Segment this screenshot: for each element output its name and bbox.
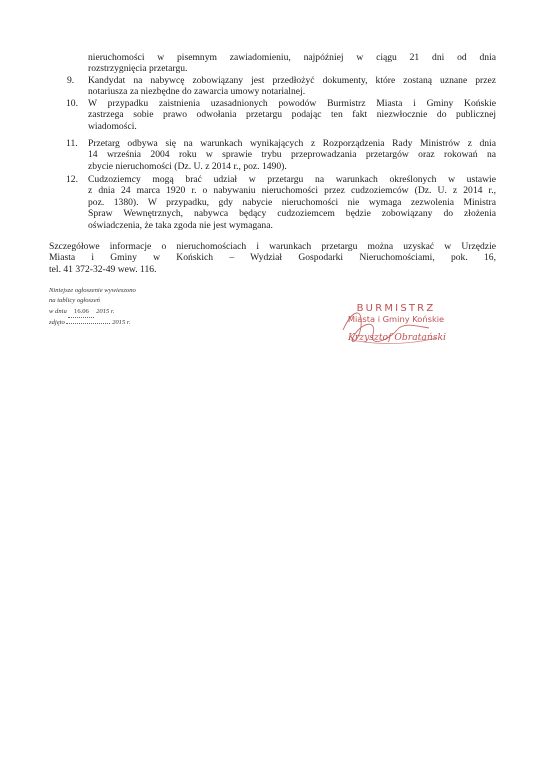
text-line: nieruchomości w pisemnym zawiadomieniu, najpóźniej w ciągu 21 dni od dnia [88,52,496,63]
text-line: oświadczenia, że taka zgoda nie jest wymagana. [88,219,273,231]
stamp-title: BURMISTRZ [356,303,436,314]
text-line: zastrzega sobie prawo odwołania przetargu podając ten fakt niezwłocznie do publicznej [88,109,496,121]
text-line: 14 września 2004 roku w sprawie trybu przeprowadzania przetargów oraz rokowań na [88,149,496,161]
list-item [88,138,496,172]
list-item-continuation [88,52,496,75]
text-line: Przetarg odbywa się na warunkach wynikających z Rozporządzenia Rady Ministrów z dnia [88,138,496,149]
list-item [88,174,496,231]
notice-posted [49,307,136,318]
stamp-name: Krzysztof Obratański [348,332,446,343]
list-number: 12. [66,174,78,185]
stamp-subtitle: Miasta i Gminy Końskie [347,314,445,324]
notice-removed-prefix: zdjęto [49,318,65,326]
notice-line: Niniejsze ogłoszenie wywieszono [49,287,136,294]
notice-posted-year: 2015 r. [96,307,115,315]
text-line: Spraw Wewnętrznych, nabywca będący cudzoziemcem będzie zobowiązany do złożenia [88,208,496,220]
notice-removed-day [66,323,110,324]
text-line: Szczegółowe informacje o nieruchomościach i warunkach przetargu można uzyskać w Urzędzie [49,241,496,252]
text-line: z dnia 24 marca 1920 r. o nabywaniu nieruchomości przez cudzoziemców (Dz. U. z 2014 r., [88,185,496,197]
closing-paragraph [49,241,496,275]
text-line: Miasta i Gminy w Końskich – Wydział Gospodarki Nieruchomościami, pok. 16, [49,252,496,264]
official-stamp [336,303,456,343]
list-item [88,75,496,98]
notice-removed-year: 2015 r. [112,318,131,326]
text-line: tel. 41 372-32-49 wew. 116. [49,263,157,275]
text-line: rozstrzygnięcia przetargu. [88,63,188,75]
text-line: zbycie nieruchomości (Dz. U. z 2014 r., poz. 1490). [88,160,287,172]
list-number: 10. [66,98,78,109]
posting-notice [49,286,136,328]
text-line: notariusza za niezbędne do zawarcia umowy notarialnej. [88,86,306,98]
text-line: W przypadku zaistnienia uzasadnionych powodów Burmistrz Miasta i Gminy Końskie [88,98,496,109]
list-item [88,98,496,132]
text-line: wiadomości. [88,120,137,132]
text-line: Cudzoziemcy mogą brać udział w przetargu na warunkach określonych w ustawie [88,174,496,185]
notice-posted-day: 16.06 [68,307,94,318]
list-number: 9. [67,75,75,86]
notice-removed [49,318,136,328]
list-number: 11. [66,138,78,149]
text-line: Kandydat na nabywcę zobowiązany jest przedłożyć dokumenty, które zostaną uznane przez [88,75,496,86]
notice-posted-prefix: w dniu [49,307,67,315]
notice-line: na tablicy ogłoszeń [49,297,100,305]
text-line: poz. 1380). W przypadku, gdy nabycie nieruchomości nie wymaga zezwolenia Ministra [88,196,496,208]
